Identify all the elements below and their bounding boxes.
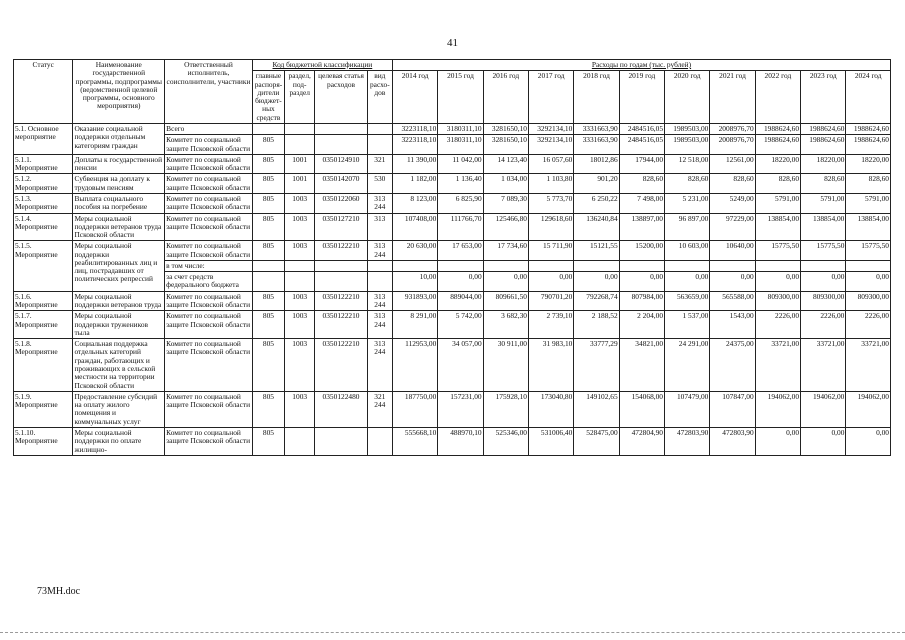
value-cell: 5 773,70 xyxy=(528,193,573,213)
value-cell: 0,00 xyxy=(619,272,664,292)
value-cell: 3292134,10 xyxy=(528,135,573,155)
csr-cell: 0350122210 xyxy=(315,291,367,311)
grbs-cell: 805 xyxy=(252,241,284,261)
executor-cell: Комитет по социальной защите Псковской области xyxy=(165,391,253,427)
table-row xyxy=(14,154,891,174)
value-cell: 828,60 xyxy=(846,174,891,194)
name-cell: Выплата социального пособия на погребение xyxy=(73,193,165,213)
value-cell: 15775,50 xyxy=(755,241,800,261)
value-cell: 3223118,10 xyxy=(392,135,437,155)
csr-cell xyxy=(315,123,367,134)
value-cell: 6 825,90 xyxy=(438,193,483,213)
rzpr-cell: 1003 xyxy=(285,241,315,261)
value-cell: 563659,00 xyxy=(665,291,710,311)
table-row xyxy=(14,311,891,339)
value-cell: 15200,00 xyxy=(619,241,664,261)
executor-cell: Комитет по социальной защите Псковской области xyxy=(165,174,253,194)
name-cell: Доплаты к государственной пенсии xyxy=(73,154,165,174)
value-cell xyxy=(710,260,755,271)
value-cell: 472803,90 xyxy=(710,427,755,455)
grbs-cell: 805 xyxy=(252,174,284,194)
csr-cell xyxy=(315,260,367,271)
value-cell: 1988624,60 xyxy=(801,123,846,134)
value-cell: 0,00 xyxy=(801,272,846,292)
value-cell: 18220,00 xyxy=(755,154,800,174)
value-cell: 5791,00 xyxy=(801,193,846,213)
value-cell: 138854,00 xyxy=(846,213,891,241)
value-cell: 488970,10 xyxy=(438,427,483,455)
status-cell: 5.1.9. Мероприятие xyxy=(14,391,73,427)
value-cell xyxy=(574,260,619,271)
value-cell: 11 042,00 xyxy=(438,154,483,174)
executor-cell: Всего xyxy=(165,123,253,134)
name-cell: Меры социальной поддержки ветеранов труда Псковской области xyxy=(73,213,165,241)
value-cell: 2484516,05 xyxy=(619,123,664,134)
grbs-cell: 805 xyxy=(252,427,284,455)
table-row xyxy=(14,391,891,427)
value-cell: 33777,29 xyxy=(574,339,619,392)
value-cell: 0,00 xyxy=(574,272,619,292)
status-cell: 5.1.8. Мероприятие xyxy=(14,339,73,392)
csr-cell xyxy=(315,427,367,455)
value-cell: 15 711,90 xyxy=(528,241,573,261)
value-cell: 2 739,10 xyxy=(528,311,573,339)
value-cell: 3180311,10 xyxy=(438,135,483,155)
name-cell: Субвенция на доплату к трудовым пенсиям xyxy=(73,174,165,194)
executor-cell: Комитет по социальной защите Псковской области xyxy=(165,154,253,174)
value-cell: 1988624,60 xyxy=(846,135,891,155)
value-cell: 828,60 xyxy=(801,174,846,194)
grbs-cell: 805 xyxy=(252,213,284,241)
header-year: 2023 год xyxy=(801,71,846,124)
value-cell: 3331663,90 xyxy=(574,123,619,134)
header-vr: вид расхо-дов xyxy=(367,71,392,124)
value-cell: 555668,10 xyxy=(392,427,437,455)
value-cell: 33721,00 xyxy=(846,339,891,392)
value-cell: 0,00 xyxy=(755,272,800,292)
value-cell: 97229,00 xyxy=(710,213,755,241)
header-year: 2022 год xyxy=(755,71,800,124)
table-row xyxy=(14,174,891,194)
value-cell: 10 603,00 xyxy=(665,241,710,261)
executor-cell: за счет средств федерального бюджета xyxy=(165,272,253,292)
table-row xyxy=(14,427,891,455)
grbs-cell: 805 xyxy=(252,291,284,311)
value-cell: 1 034,00 xyxy=(483,174,528,194)
vr-cell: 321 244 xyxy=(367,391,392,427)
value-cell xyxy=(665,260,710,271)
header-year: 2024 год xyxy=(846,71,891,124)
value-cell: 107408,00 xyxy=(392,213,437,241)
executor-cell: в том числе: xyxy=(165,260,253,271)
value-cell: 828,60 xyxy=(665,174,710,194)
csr-cell: 0350122060 xyxy=(315,193,367,213)
header-name: Наименование государственной программы, подпрограммы (ведомственной целевой программы, основного мероприятия) xyxy=(73,60,165,124)
value-cell: 472804,90 xyxy=(619,427,664,455)
value-cell: 96 897,00 xyxy=(665,213,710,241)
value-cell: 5791,00 xyxy=(755,193,800,213)
value-cell: 15775,50 xyxy=(801,241,846,261)
value-cell: 1988624,60 xyxy=(755,123,800,134)
value-cell: 889044,00 xyxy=(438,291,483,311)
value-cell: 8 291,00 xyxy=(392,311,437,339)
csr-cell: 0350122210 xyxy=(315,339,367,392)
executor-cell: Комитет по социальной защите Псковской области xyxy=(165,427,253,455)
value-cell: 0,00 xyxy=(801,427,846,455)
value-cell: 5 231,00 xyxy=(665,193,710,213)
csr-cell: 0350122480 xyxy=(315,391,367,427)
csr-cell xyxy=(315,135,367,155)
grbs-cell: 805 xyxy=(252,193,284,213)
header-executor: Ответственный исполнитель, соисполнители, участники xyxy=(165,60,253,124)
value-cell: 792268,74 xyxy=(574,291,619,311)
value-cell: 901,20 xyxy=(574,174,619,194)
header-csr: целевая статья расходов xyxy=(315,71,367,124)
value-cell: 5791,00 xyxy=(846,193,891,213)
value-cell: 138897,00 xyxy=(619,213,664,241)
value-cell: 111766,70 xyxy=(438,213,483,241)
value-cell: 17 653,00 xyxy=(438,241,483,261)
value-cell: 24375,00 xyxy=(710,339,755,392)
table-row xyxy=(14,339,891,392)
value-cell: 1988624,60 xyxy=(846,123,891,134)
table-row xyxy=(14,193,891,213)
value-cell: 107479,00 xyxy=(665,391,710,427)
status-cell: 5.1.3. Мероприятие xyxy=(14,193,73,213)
value-cell: 138854,00 xyxy=(755,213,800,241)
grbs-cell xyxy=(252,272,284,292)
value-cell xyxy=(801,260,846,271)
value-cell: 14 123,40 xyxy=(483,154,528,174)
value-cell xyxy=(483,260,528,271)
value-cell: 807984,00 xyxy=(619,291,664,311)
value-cell: 3281650,10 xyxy=(483,123,528,134)
value-cell: 18220,00 xyxy=(846,154,891,174)
value-cell: 3223118,10 xyxy=(392,123,437,134)
value-cell: 112953,00 xyxy=(392,339,437,392)
value-cell: 107847,00 xyxy=(710,391,755,427)
value-cell: 12 518,00 xyxy=(665,154,710,174)
header-grbs: главные распоря-дители бюджет-ных средств xyxy=(252,71,284,124)
value-cell: 5 742,00 xyxy=(438,311,483,339)
value-cell: 2226,00 xyxy=(846,311,891,339)
status-cell: 5.1.4. Мероприятие xyxy=(14,213,73,241)
value-cell: 1989503,00 xyxy=(665,135,710,155)
name-cell: Меры социальной поддержки реабилитированных лиц и лиц, пострадавших от политических репрессий xyxy=(73,241,165,291)
value-cell: 16 057,60 xyxy=(528,154,573,174)
rzpr-cell: 1003 xyxy=(285,311,315,339)
table-row xyxy=(14,291,891,311)
value-cell: 2226,00 xyxy=(801,311,846,339)
footer-filename: 73МН.doc xyxy=(37,586,81,597)
value-cell: 0,00 xyxy=(710,272,755,292)
csr-cell xyxy=(315,272,367,292)
rzpr-cell: 1001 xyxy=(285,154,315,174)
status-cell: 5.1.6. Мероприятие xyxy=(14,291,73,311)
value-cell: 175928,10 xyxy=(483,391,528,427)
value-cell xyxy=(755,260,800,271)
vr-cell xyxy=(367,260,392,271)
value-cell: 931893,00 xyxy=(392,291,437,311)
value-cell: 154068,00 xyxy=(619,391,664,427)
header-year: 2015 год xyxy=(438,71,483,124)
page-number: 41 xyxy=(447,37,458,49)
grbs-cell: 805 xyxy=(252,391,284,427)
value-cell: 8 123,00 xyxy=(392,193,437,213)
vr-cell: 313 244 xyxy=(367,291,392,311)
rzpr-cell xyxy=(285,272,315,292)
header-budget-code: Код бюджетной классификации xyxy=(252,60,392,71)
value-cell: 33721,00 xyxy=(755,339,800,392)
value-cell: 828,60 xyxy=(755,174,800,194)
value-cell: 173040,80 xyxy=(528,391,573,427)
grbs-cell: 805 xyxy=(252,154,284,174)
rzpr-cell: 1003 xyxy=(285,213,315,241)
vr-cell: 313 244 xyxy=(367,311,392,339)
value-cell: 1 103,80 xyxy=(528,174,573,194)
value-cell: 1 182,00 xyxy=(392,174,437,194)
value-cell: 0,00 xyxy=(755,427,800,455)
header-year: 2019 год xyxy=(619,71,664,124)
value-cell: 15775,50 xyxy=(846,241,891,261)
vr-cell: 313 xyxy=(367,213,392,241)
grbs-cell xyxy=(252,260,284,271)
value-cell xyxy=(619,260,664,271)
csr-cell: 0350122210 xyxy=(315,241,367,261)
value-cell: 17944,00 xyxy=(619,154,664,174)
value-cell: 34 057,00 xyxy=(438,339,483,392)
name-cell: Меры социальной поддержки по оплате жилищно- xyxy=(73,427,165,455)
csr-cell: 0350122210 xyxy=(315,311,367,339)
csr-cell: 0350142070 xyxy=(315,174,367,194)
value-cell: 1988624,60 xyxy=(755,135,800,155)
value-cell: 18012,86 xyxy=(574,154,619,174)
name-cell: Оказание социальной поддержки отдельным категориям граждан xyxy=(73,123,165,154)
value-cell xyxy=(438,260,483,271)
value-cell: 30 911,00 xyxy=(483,339,528,392)
vr-cell xyxy=(367,272,392,292)
status-cell: 5.1.1. Мероприятие xyxy=(14,154,73,174)
value-cell: 7 498,00 xyxy=(619,193,664,213)
value-cell: 0,00 xyxy=(438,272,483,292)
rzpr-cell xyxy=(285,260,315,271)
value-cell: 790701,20 xyxy=(528,291,573,311)
rzpr-cell xyxy=(285,135,315,155)
status-cell: 5.1.10. Мероприятие xyxy=(14,427,73,455)
value-cell xyxy=(846,260,891,271)
table-row xyxy=(14,213,891,241)
value-cell: 828,60 xyxy=(710,174,755,194)
header-year: 2020 год xyxy=(665,71,710,124)
value-cell xyxy=(392,260,437,271)
value-cell: 809300,00 xyxy=(755,291,800,311)
value-cell: 31 983,10 xyxy=(528,339,573,392)
status-cell: 5.1. Основное мероприятие xyxy=(14,123,73,154)
value-cell: 7 089,30 xyxy=(483,193,528,213)
name-cell: Меры социальной поддержки ветеранов труда xyxy=(73,291,165,311)
value-cell: 809300,00 xyxy=(801,291,846,311)
executor-cell: Комитет по социальной защите Псковской области xyxy=(165,241,253,261)
rzpr-cell: 1003 xyxy=(285,391,315,427)
table-row xyxy=(14,123,891,134)
value-cell: 3180311,10 xyxy=(438,123,483,134)
status-cell: 5.1.2. Мероприятие xyxy=(14,174,73,194)
header-rzpr: раздел, под-раздел xyxy=(285,71,315,124)
value-cell: 3331663,90 xyxy=(574,135,619,155)
value-cell: 528475,00 xyxy=(574,427,619,455)
executor-cell: Комитет по социальной защите Псковской области xyxy=(165,291,253,311)
rzpr-cell: 1003 xyxy=(285,339,315,392)
status-cell: 5.1.7. Мероприятие xyxy=(14,311,73,339)
value-cell: 0,00 xyxy=(665,272,710,292)
value-cell: 136240,84 xyxy=(574,213,619,241)
value-cell: 3 682,30 xyxy=(483,311,528,339)
header-year: 2017 год xyxy=(528,71,573,124)
value-cell: 2008976,70 xyxy=(710,135,755,155)
header-year: 2016 год xyxy=(483,71,528,124)
name-cell: Предоставление субсидий на оплату жилого помещения и коммунальных услуг xyxy=(73,391,165,427)
value-cell: 472803,90 xyxy=(665,427,710,455)
executor-cell: Комитет по социальной защите Псковской области xyxy=(165,311,253,339)
table-row xyxy=(14,241,891,261)
rzpr-cell xyxy=(285,427,315,455)
executor-cell: Комитет по социальной защите Псковской области xyxy=(165,135,253,155)
value-cell: 2484516,05 xyxy=(619,135,664,155)
value-cell: 5249,00 xyxy=(710,193,755,213)
value-cell: 3281650,10 xyxy=(483,135,528,155)
vr-cell xyxy=(367,427,392,455)
value-cell: 138854,00 xyxy=(801,213,846,241)
value-cell: 0,00 xyxy=(846,427,891,455)
value-cell: 2 188,52 xyxy=(574,311,619,339)
executor-cell: Комитет по социальной защите Псковской области xyxy=(165,193,253,213)
value-cell xyxy=(528,260,573,271)
value-cell: 34821,00 xyxy=(619,339,664,392)
vr-cell: 313 244 xyxy=(367,339,392,392)
value-cell: 6 250,22 xyxy=(574,193,619,213)
vr-cell: 313 244 xyxy=(367,193,392,213)
value-cell: 1 537,00 xyxy=(665,311,710,339)
value-cell: 2226,00 xyxy=(755,311,800,339)
header-status: Статус xyxy=(14,60,73,124)
value-cell: 20 630,00 xyxy=(392,241,437,261)
value-cell: 194062,00 xyxy=(755,391,800,427)
executor-cell: Комитет по социальной защите Псковской области xyxy=(165,213,253,241)
value-cell: 0,00 xyxy=(528,272,573,292)
vr-cell: 313 244 xyxy=(367,241,392,261)
value-cell: 10,00 xyxy=(392,272,437,292)
csr-cell: 0350124910 xyxy=(315,154,367,174)
value-cell: 809661,50 xyxy=(483,291,528,311)
vr-cell xyxy=(367,135,392,155)
value-cell: 15121,55 xyxy=(574,241,619,261)
value-cell: 194062,00 xyxy=(801,391,846,427)
value-cell: 17 734,60 xyxy=(483,241,528,261)
grbs-cell: 805 xyxy=(252,135,284,155)
value-cell: 18220,00 xyxy=(801,154,846,174)
value-cell: 1988624,60 xyxy=(801,135,846,155)
value-cell: 129618,60 xyxy=(528,213,573,241)
value-cell: 157231,00 xyxy=(438,391,483,427)
value-cell: 565588,00 xyxy=(710,291,755,311)
budget-table xyxy=(13,59,891,456)
value-cell: 12561,00 xyxy=(710,154,755,174)
rzpr-cell: 1003 xyxy=(285,193,315,213)
vr-cell: 321 xyxy=(367,154,392,174)
name-cell: Меры социальной поддержки тружеников тыла xyxy=(73,311,165,339)
value-cell: 2 204,00 xyxy=(619,311,664,339)
value-cell: 0,00 xyxy=(483,272,528,292)
value-cell: 3292134,10 xyxy=(528,123,573,134)
grbs-cell: 805 xyxy=(252,311,284,339)
value-cell: 149102,65 xyxy=(574,391,619,427)
value-cell: 194062,00 xyxy=(846,391,891,427)
vr-cell: 530 xyxy=(367,174,392,194)
value-cell: 1 136,40 xyxy=(438,174,483,194)
header-expenses: Расходы по годам (тыс. рублей) xyxy=(392,60,890,71)
vr-cell xyxy=(367,123,392,134)
value-cell: 1989503,00 xyxy=(665,123,710,134)
page-edge xyxy=(0,632,905,633)
value-cell: 531006,40 xyxy=(528,427,573,455)
executor-cell: Комитет по социальной защите Псковской области xyxy=(165,339,253,392)
grbs-cell xyxy=(252,123,284,134)
csr-cell: 0350127210 xyxy=(315,213,367,241)
rzpr-cell: 1001 xyxy=(285,174,315,194)
rzpr-cell xyxy=(285,123,315,134)
value-cell: 809300,00 xyxy=(846,291,891,311)
value-cell: 24 291,00 xyxy=(665,339,710,392)
value-cell: 33721,00 xyxy=(801,339,846,392)
grbs-cell: 805 xyxy=(252,339,284,392)
header-year: 2021 год xyxy=(710,71,755,124)
value-cell: 10640,00 xyxy=(710,241,755,261)
value-cell: 525346,00 xyxy=(483,427,528,455)
rzpr-cell: 1003 xyxy=(285,291,315,311)
header-year: 2014 год xyxy=(392,71,437,124)
value-cell: 187750,00 xyxy=(392,391,437,427)
header-year: 2018 год xyxy=(574,71,619,124)
value-cell: 0,00 xyxy=(846,272,891,292)
status-cell: 5.1.5. Мероприятие xyxy=(14,241,73,291)
value-cell: 11 390,00 xyxy=(392,154,437,174)
value-cell: 125466,80 xyxy=(483,213,528,241)
value-cell: 828,60 xyxy=(619,174,664,194)
value-cell: 2008976,70 xyxy=(710,123,755,134)
name-cell: Социальная поддержка отдельных категорий граждан, работающих и проживающих в сельской местности на территории Псковской области xyxy=(73,339,165,392)
value-cell: 1543,00 xyxy=(710,311,755,339)
